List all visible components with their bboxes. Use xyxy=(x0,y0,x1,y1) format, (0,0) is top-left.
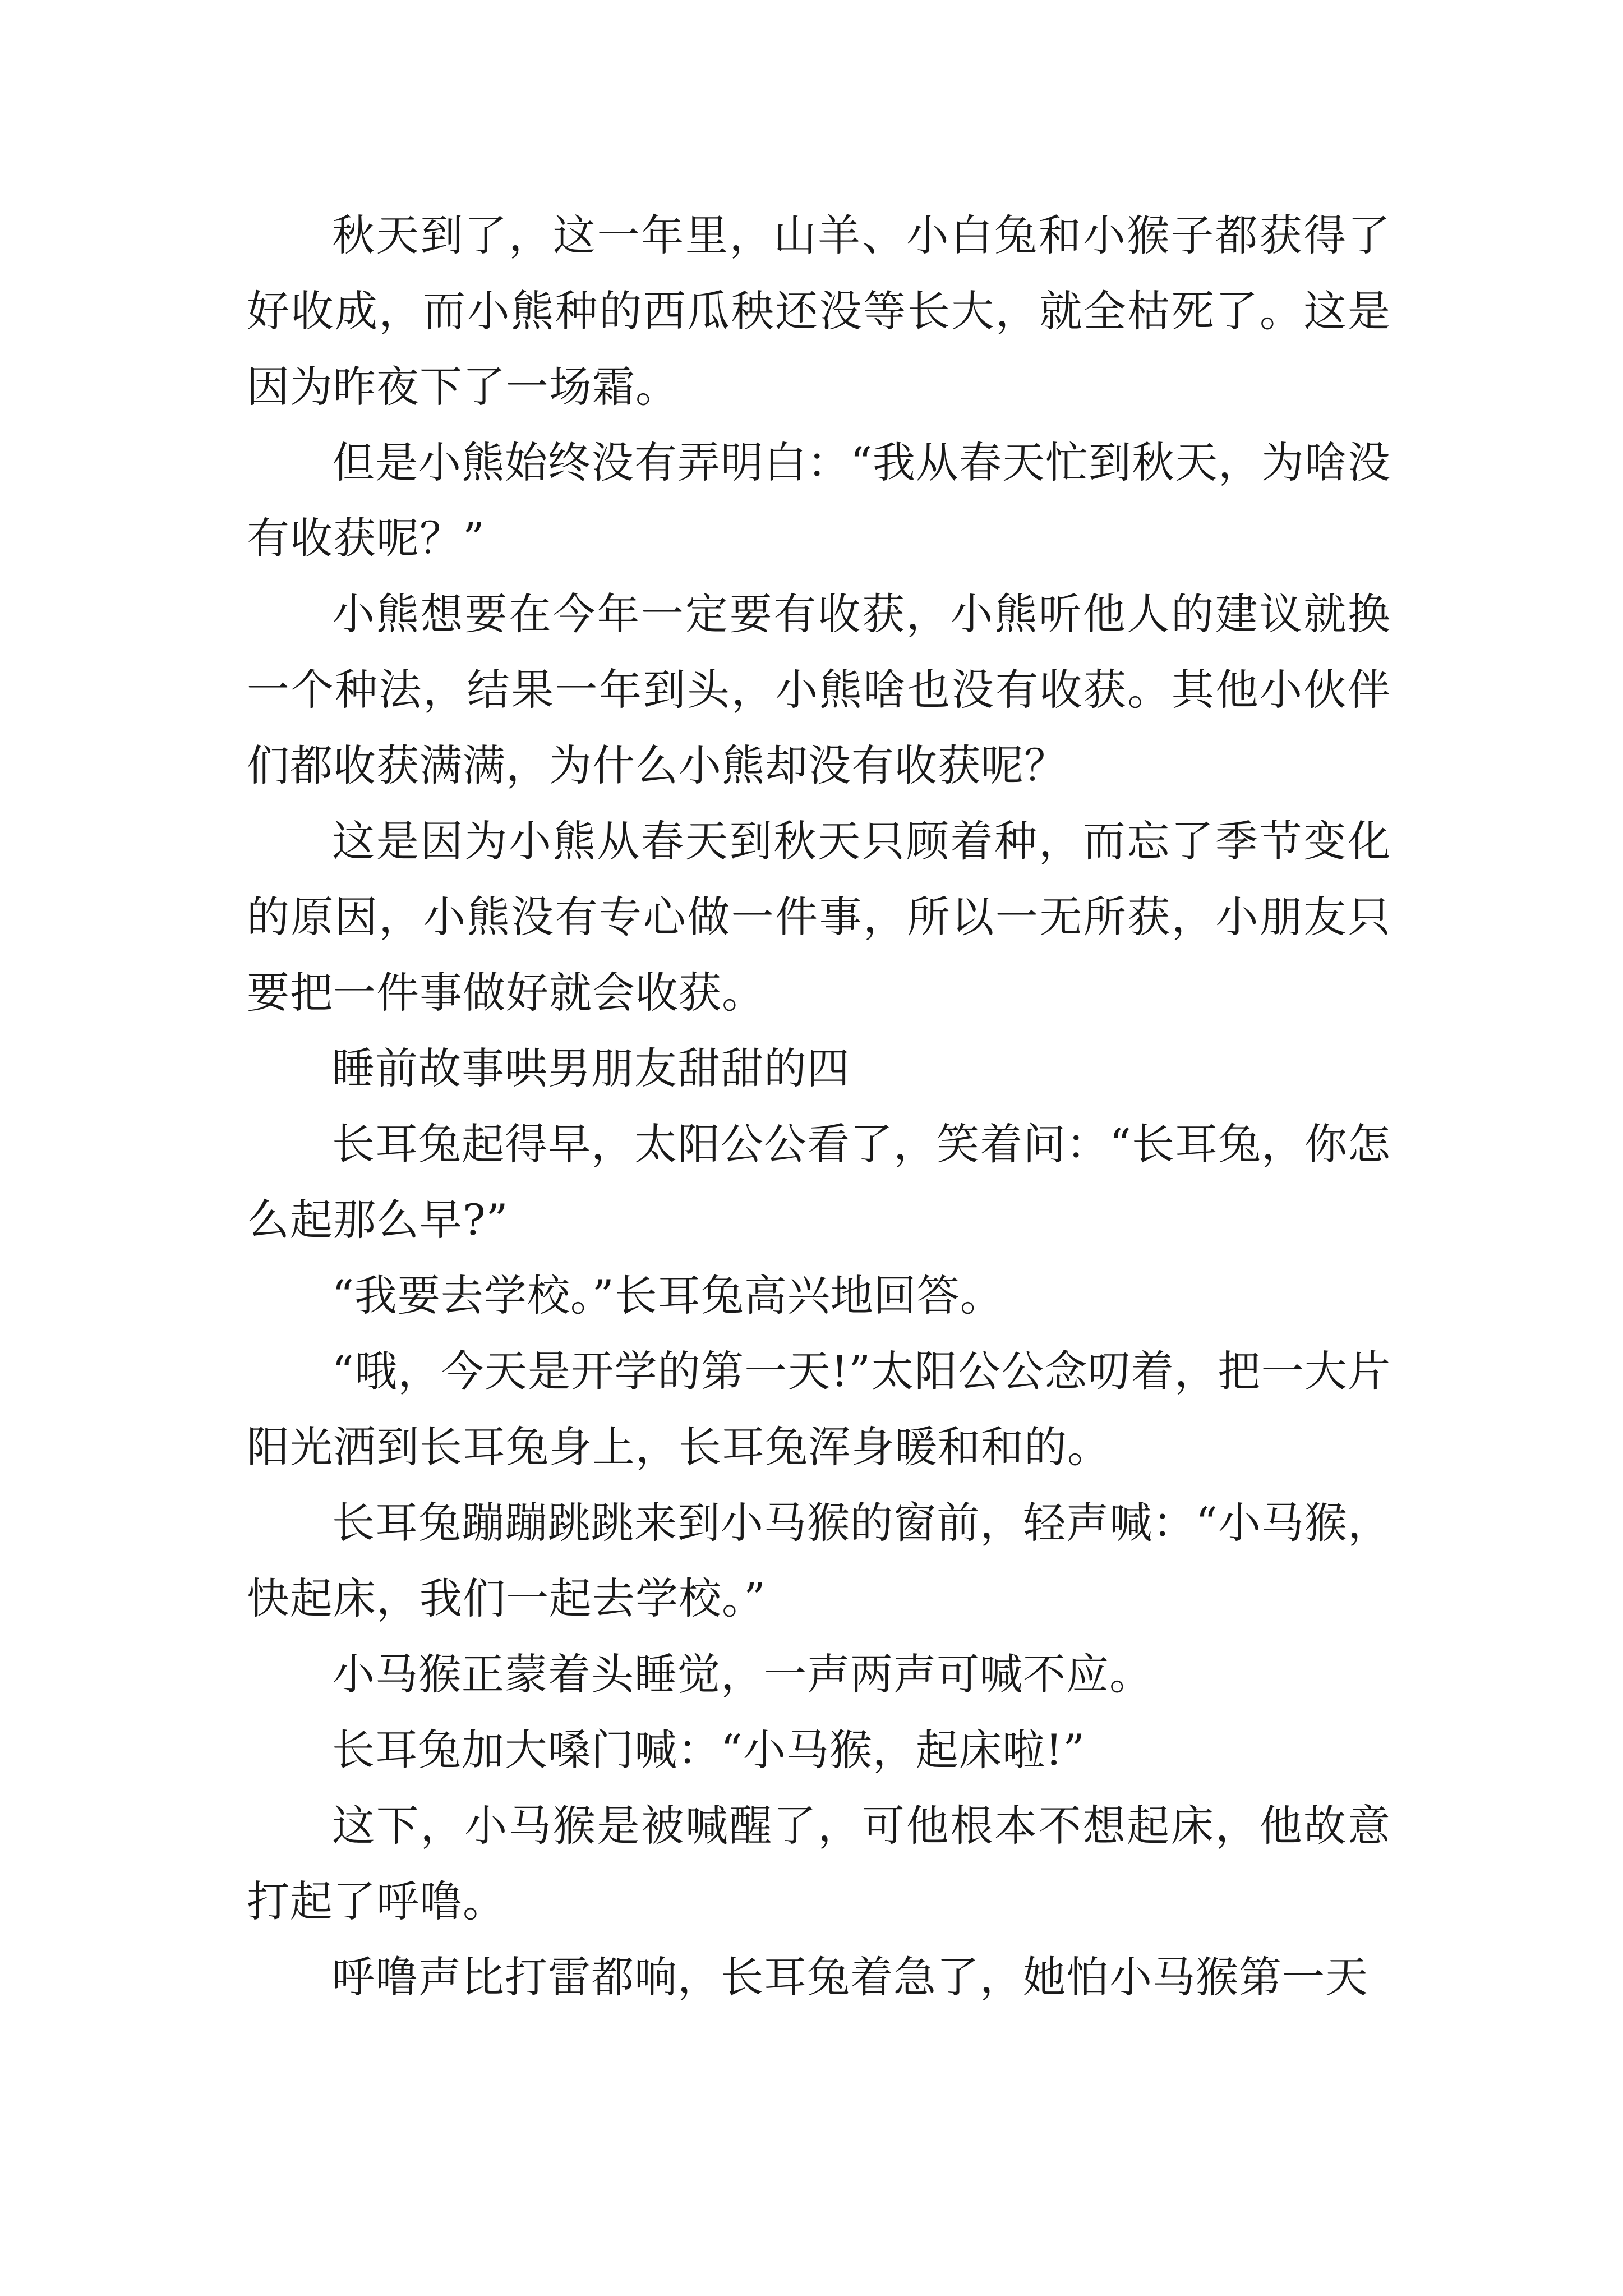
paragraph-6: 长耳兔起得早，太阳公公看了，笑着问：“长耳兔，你怎么起那么早?” xyxy=(247,1119,1391,1245)
paragraph-2: 但是小熊始终没有弄明白：“我从春天忙到秋天，为啥没有收获呢？” xyxy=(247,438,1391,563)
paragraph-1: 秋天到了，这一年里，山羊、小白兔和小猴子都获得了好收成，而小熊种的西瓜秧还没等长大，就全枯死了。这是因为昨夜下了一场霜。 xyxy=(247,210,1391,412)
paragraph-11: 长耳兔加大嗓门喊：“小马猴，起床啦!” xyxy=(332,1725,1086,1775)
section-heading: 睡前故事哄男朋友甜甜的四 xyxy=(332,1043,850,1093)
document-body xyxy=(247,197,1391,2015)
paragraph-8: “哦，今天是开学的第一天!”太阳公公念叨着，把一大片阳光洒到长耳兔身上，长耳兔浑身暖和和的。 xyxy=(247,1346,1391,1472)
paragraph-4: 这是因为小熊从春天到秋天只顾着种，而忘了季节变化的原因，小熊没有专心做一件事，所以一无所获，小朋友只要把一件事做好就会收获。 xyxy=(247,816,1391,1018)
paragraph-10: 小马猴正蒙着头睡觉，一声两声可喊不应。 xyxy=(332,1649,1152,1699)
paragraph-9: 长耳兔蹦蹦跳跳来到小马猴的窗前，轻声喊：“小马猴，快起床，我们一起去学校。” xyxy=(247,1498,1391,1623)
paragraph-7: “我要去学校。”长耳兔高兴地回答。 xyxy=(332,1271,1003,1320)
paragraph-12: 这下，小马猴是被喊醒了，可他根本不想起床，他故意打起了呼噜。 xyxy=(247,1801,1391,1926)
paragraph-13: 呼噜声比打雷都响，长耳兔着急了，她怕小马猴第一天 xyxy=(332,1952,1368,2002)
paragraph-3: 小熊想要在今年一定要有收获，小熊听他人的建议就换一个种法，结果一年到头，小熊啥也没有收获。其他小伙伴们都收获满满，为什么小熊却没有收获呢？ xyxy=(247,589,1391,790)
